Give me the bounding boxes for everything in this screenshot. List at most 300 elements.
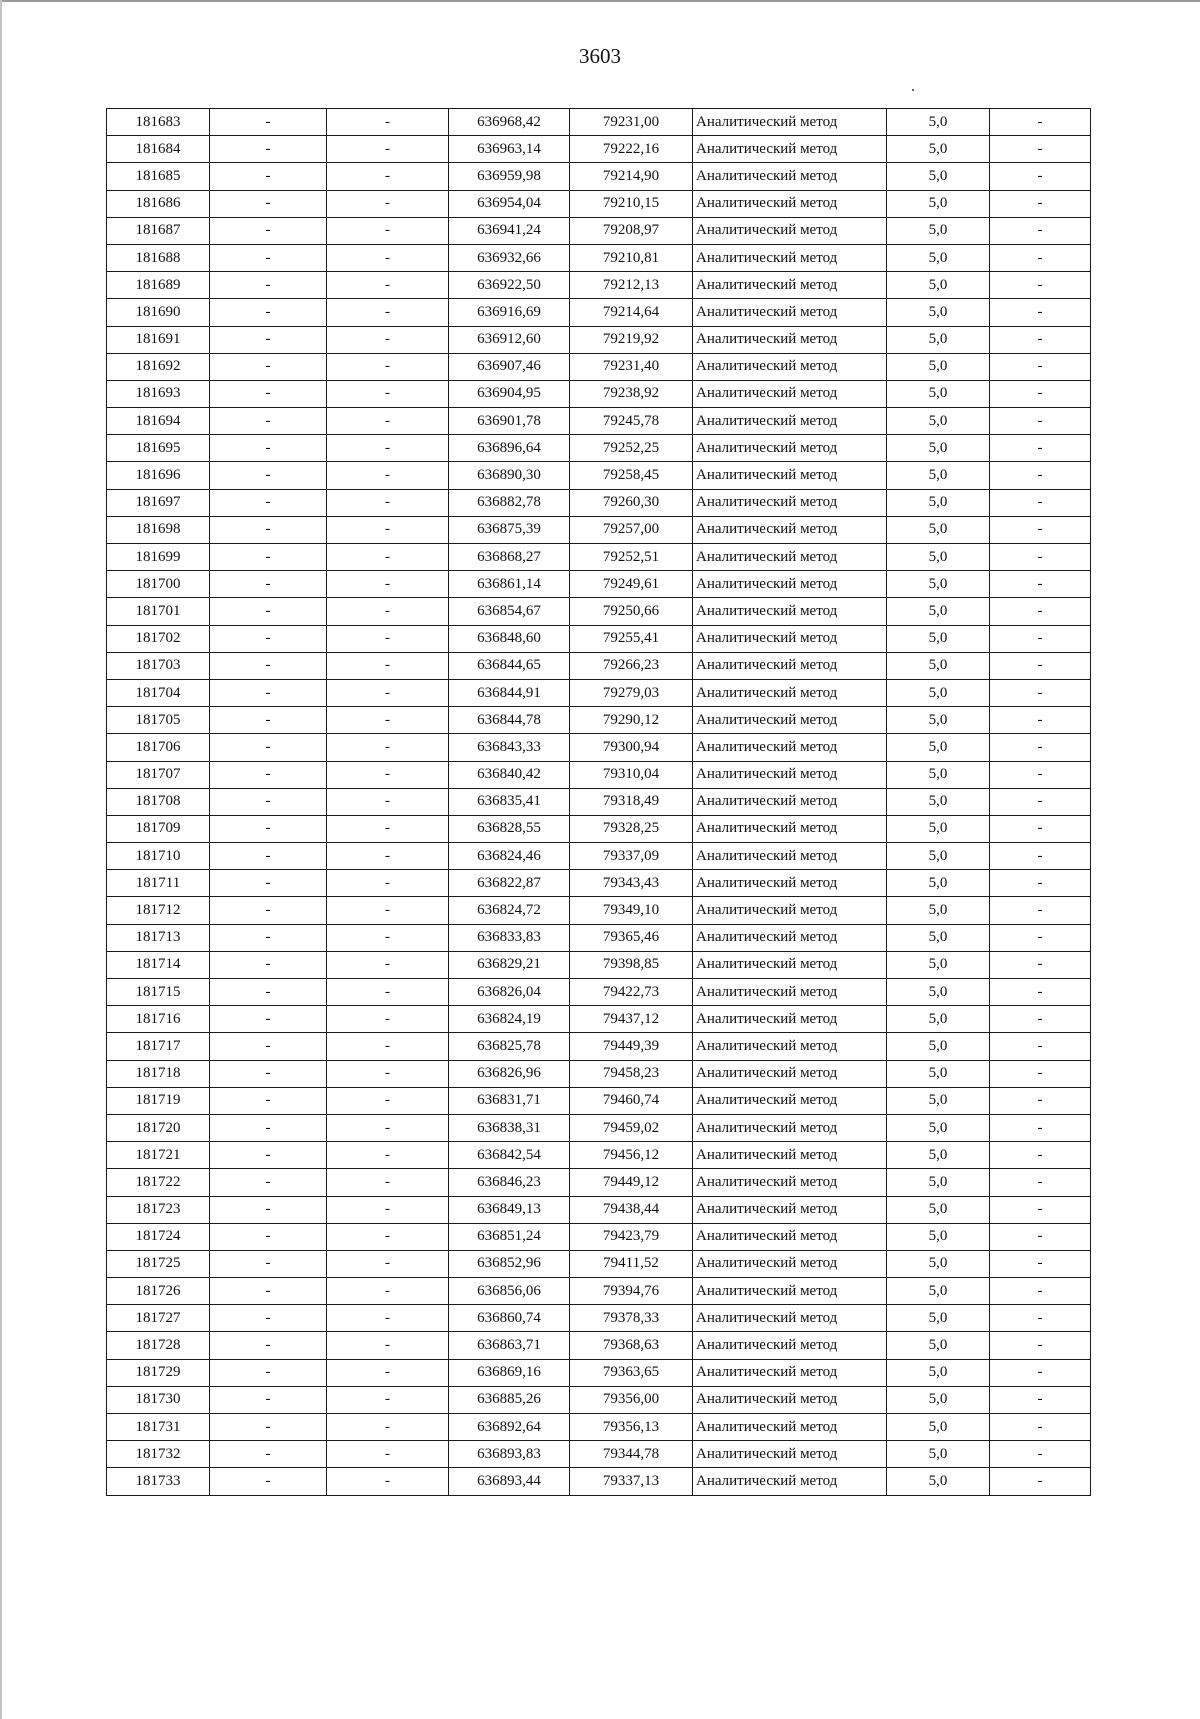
- point-number-cell: 181732: [107, 1441, 210, 1468]
- empty-cell-3: -: [990, 1332, 1091, 1359]
- empty-cell-2: -: [327, 272, 449, 299]
- x-coordinate-cell: 636882,78: [449, 489, 570, 516]
- empty-cell-3: -: [990, 1441, 1091, 1468]
- empty-cell-2: -: [327, 1033, 449, 1060]
- point-number-cell: 181706: [107, 734, 210, 761]
- accuracy-cell: 5,0: [887, 1142, 990, 1169]
- point-number-cell: 181687: [107, 217, 210, 244]
- table-row: [107, 544, 1091, 571]
- method-cell: Аналитический метод: [693, 625, 887, 652]
- y-coordinate-cell: 79258,45: [570, 462, 693, 489]
- point-number-cell: 181705: [107, 707, 210, 734]
- empty-cell-1: -: [210, 1250, 327, 1277]
- x-coordinate-cell: 636833,83: [449, 924, 570, 951]
- y-coordinate-cell: 79438,44: [570, 1196, 693, 1223]
- empty-cell-2: -: [327, 652, 449, 679]
- table-row: [107, 979, 1091, 1006]
- empty-cell-2: -: [327, 625, 449, 652]
- table-row: [107, 1169, 1091, 1196]
- x-coordinate-cell: 636901,78: [449, 408, 570, 435]
- method-cell: Аналитический метод: [693, 326, 887, 353]
- empty-cell-2: -: [327, 353, 449, 380]
- y-coordinate-cell: 79245,78: [570, 408, 693, 435]
- empty-cell-3: -: [990, 326, 1091, 353]
- y-coordinate-cell: 79422,73: [570, 979, 693, 1006]
- x-coordinate-cell: 636959,98: [449, 163, 570, 190]
- empty-cell-1: -: [210, 761, 327, 788]
- x-coordinate-cell: 636907,46: [449, 353, 570, 380]
- point-number-cell: 181699: [107, 544, 210, 571]
- x-coordinate-cell: 636843,33: [449, 734, 570, 761]
- table-row: [107, 244, 1091, 271]
- method-cell: Аналитический метод: [693, 598, 887, 625]
- y-coordinate-cell: 79349,10: [570, 897, 693, 924]
- accuracy-cell: 5,0: [887, 788, 990, 815]
- method-cell: Аналитический метод: [693, 652, 887, 679]
- point-number-cell: 181691: [107, 326, 210, 353]
- table-row: [107, 870, 1091, 897]
- x-coordinate-cell: 636861,14: [449, 571, 570, 598]
- empty-cell-1: -: [210, 516, 327, 543]
- y-coordinate-cell: 79300,94: [570, 734, 693, 761]
- empty-cell-3: -: [990, 1033, 1091, 1060]
- point-number-cell: 181690: [107, 299, 210, 326]
- y-coordinate-cell: 79260,30: [570, 489, 693, 516]
- empty-cell-2: -: [327, 1169, 449, 1196]
- accuracy-cell: 5,0: [887, 951, 990, 978]
- table-row: [107, 1060, 1091, 1087]
- empty-cell-1: -: [210, 1441, 327, 1468]
- empty-cell-2: -: [327, 924, 449, 951]
- table-row: [107, 516, 1091, 543]
- x-coordinate-cell: 636838,31: [449, 1114, 570, 1141]
- empty-cell-2: -: [327, 951, 449, 978]
- point-number-cell: 181712: [107, 897, 210, 924]
- empty-cell-1: -: [210, 1060, 327, 1087]
- empty-cell-1: -: [210, 1169, 327, 1196]
- point-number-cell: 181684: [107, 136, 210, 163]
- empty-cell-2: -: [327, 734, 449, 761]
- accuracy-cell: 5,0: [887, 1386, 990, 1413]
- method-cell: Аналитический метод: [693, 1305, 887, 1332]
- accuracy-cell: 5,0: [887, 1414, 990, 1441]
- empty-cell-3: -: [990, 1087, 1091, 1114]
- accuracy-cell: 5,0: [887, 761, 990, 788]
- y-coordinate-cell: 79423,79: [570, 1223, 693, 1250]
- y-coordinate-cell: 79318,49: [570, 788, 693, 815]
- table-row: [107, 707, 1091, 734]
- method-cell: Аналитический метод: [693, 1006, 887, 1033]
- accuracy-cell: 5,0: [887, 870, 990, 897]
- point-number-cell: 181703: [107, 652, 210, 679]
- empty-cell-1: -: [210, 163, 327, 190]
- accuracy-cell: 5,0: [887, 353, 990, 380]
- empty-cell-3: -: [990, 951, 1091, 978]
- method-cell: Аналитический метод: [693, 1386, 887, 1413]
- empty-cell-1: -: [210, 326, 327, 353]
- x-coordinate-cell: 636860,74: [449, 1305, 570, 1332]
- accuracy-cell: 5,0: [887, 217, 990, 244]
- point-number-cell: 181701: [107, 598, 210, 625]
- method-cell: Аналитический метод: [693, 1441, 887, 1468]
- x-coordinate-cell: 636868,27: [449, 544, 570, 571]
- point-number-cell: 181724: [107, 1223, 210, 1250]
- empty-cell-1: -: [210, 1087, 327, 1114]
- empty-cell-1: -: [210, 734, 327, 761]
- point-number-cell: 181709: [107, 815, 210, 842]
- empty-cell-3: -: [990, 380, 1091, 407]
- empty-cell-3: -: [990, 1468, 1091, 1495]
- empty-cell-1: -: [210, 1142, 327, 1169]
- empty-cell-1: -: [210, 571, 327, 598]
- accuracy-cell: 5,0: [887, 109, 990, 136]
- page-number: 3603: [579, 44, 621, 68]
- empty-cell-2: -: [327, 109, 449, 136]
- y-coordinate-cell: 79212,13: [570, 272, 693, 299]
- empty-cell-1: -: [210, 843, 327, 870]
- empty-cell-2: -: [327, 598, 449, 625]
- empty-cell-3: -: [990, 190, 1091, 217]
- method-cell: Аналитический метод: [693, 380, 887, 407]
- empty-cell-1: -: [210, 544, 327, 571]
- table-row: [107, 1386, 1091, 1413]
- table-row: [107, 1305, 1091, 1332]
- method-cell: Аналитический метод: [693, 1414, 887, 1441]
- point-number-cell: 181693: [107, 380, 210, 407]
- accuracy-cell: 5,0: [887, 380, 990, 407]
- point-number-cell: 181731: [107, 1414, 210, 1441]
- empty-cell-2: -: [327, 707, 449, 734]
- x-coordinate-cell: 636892,64: [449, 1414, 570, 1441]
- x-coordinate-cell: 636844,78: [449, 707, 570, 734]
- empty-cell-1: -: [210, 435, 327, 462]
- y-coordinate-cell: 79343,43: [570, 870, 693, 897]
- x-coordinate-cell: 636893,44: [449, 1468, 570, 1495]
- table-row: [107, 897, 1091, 924]
- empty-cell-2: -: [327, 1441, 449, 1468]
- y-coordinate-cell: 79458,23: [570, 1060, 693, 1087]
- y-coordinate-cell: 79328,25: [570, 815, 693, 842]
- point-number-cell: 181717: [107, 1033, 210, 1060]
- y-coordinate-cell: 79250,66: [570, 598, 693, 625]
- empty-cell-1: -: [210, 679, 327, 706]
- empty-cell-3: -: [990, 544, 1091, 571]
- y-coordinate-cell: 79411,52: [570, 1250, 693, 1277]
- empty-cell-1: -: [210, 815, 327, 842]
- y-coordinate-cell: 79257,00: [570, 516, 693, 543]
- table-row: [107, 326, 1091, 353]
- empty-cell-3: -: [990, 979, 1091, 1006]
- empty-cell-1: -: [210, 1223, 327, 1250]
- point-number-cell: 181716: [107, 1006, 210, 1033]
- x-coordinate-cell: 636890,30: [449, 462, 570, 489]
- point-number-cell: 181694: [107, 408, 210, 435]
- x-coordinate-cell: 636849,13: [449, 1196, 570, 1223]
- method-cell: Аналитический метод: [693, 489, 887, 516]
- empty-cell-3: -: [990, 1250, 1091, 1277]
- empty-cell-1: -: [210, 652, 327, 679]
- point-number-cell: 181708: [107, 788, 210, 815]
- empty-cell-2: -: [327, 1087, 449, 1114]
- method-cell: Аналитический метод: [693, 679, 887, 706]
- x-coordinate-cell: 636885,26: [449, 1386, 570, 1413]
- empty-cell-2: -: [327, 1278, 449, 1305]
- table-row: [107, 788, 1091, 815]
- y-coordinate-cell: 79460,74: [570, 1087, 693, 1114]
- empty-cell-3: -: [990, 1305, 1091, 1332]
- method-cell: Аналитический метод: [693, 815, 887, 842]
- x-coordinate-cell: 636824,19: [449, 1006, 570, 1033]
- method-cell: Аналитический метод: [693, 979, 887, 1006]
- empty-cell-3: -: [990, 109, 1091, 136]
- point-number-cell: 181725: [107, 1250, 210, 1277]
- table-row: [107, 1250, 1091, 1277]
- x-coordinate-cell: 636846,23: [449, 1169, 570, 1196]
- accuracy-cell: 5,0: [887, 1196, 990, 1223]
- scan-top-edge: [0, 0, 1200, 2]
- empty-cell-3: -: [990, 843, 1091, 870]
- accuracy-cell: 5,0: [887, 598, 990, 625]
- method-cell: Аналитический метод: [693, 924, 887, 951]
- empty-cell-1: -: [210, 1196, 327, 1223]
- empty-cell-3: -: [990, 1359, 1091, 1386]
- method-cell: Аналитический метод: [693, 190, 887, 217]
- point-number-cell: 181685: [107, 163, 210, 190]
- y-coordinate-cell: 79214,90: [570, 163, 693, 190]
- y-coordinate-cell: 79252,51: [570, 544, 693, 571]
- method-cell: Аналитический метод: [693, 788, 887, 815]
- table-row: [107, 353, 1091, 380]
- accuracy-cell: 5,0: [887, 679, 990, 706]
- y-coordinate-cell: 79365,46: [570, 924, 693, 951]
- empty-cell-3: -: [990, 1114, 1091, 1141]
- empty-cell-1: -: [210, 109, 327, 136]
- empty-cell-1: -: [210, 353, 327, 380]
- empty-cell-2: -: [327, 815, 449, 842]
- accuracy-cell: 5,0: [887, 1359, 990, 1386]
- x-coordinate-cell: 636829,21: [449, 951, 570, 978]
- x-coordinate-cell: 636824,46: [449, 843, 570, 870]
- y-coordinate-cell: 79456,12: [570, 1142, 693, 1169]
- table-body: [107, 109, 1091, 1496]
- x-coordinate-cell: 636826,04: [449, 979, 570, 1006]
- scan-left-edge: [0, 0, 2, 1719]
- empty-cell-2: -: [327, 244, 449, 271]
- accuracy-cell: 5,0: [887, 544, 990, 571]
- method-cell: Аналитический метод: [693, 1142, 887, 1169]
- y-coordinate-cell: 79279,03: [570, 679, 693, 706]
- empty-cell-1: -: [210, 1033, 327, 1060]
- x-coordinate-cell: 636835,41: [449, 788, 570, 815]
- point-number-cell: 181711: [107, 870, 210, 897]
- method-cell: Аналитический метод: [693, 109, 887, 136]
- x-coordinate-cell: 636822,87: [449, 870, 570, 897]
- point-number-cell: 181719: [107, 1087, 210, 1114]
- y-coordinate-cell: 79356,00: [570, 1386, 693, 1413]
- empty-cell-1: -: [210, 190, 327, 217]
- method-cell: Аналитический метод: [693, 951, 887, 978]
- empty-cell-3: -: [990, 625, 1091, 652]
- y-coordinate-cell: 79266,23: [570, 652, 693, 679]
- empty-cell-3: -: [990, 1223, 1091, 1250]
- empty-cell-3: -: [990, 435, 1091, 462]
- method-cell: Аналитический метод: [693, 843, 887, 870]
- empty-cell-1: -: [210, 897, 327, 924]
- empty-cell-2: -: [327, 1114, 449, 1141]
- empty-cell-3: -: [990, 897, 1091, 924]
- table-row: [107, 462, 1091, 489]
- x-coordinate-cell: 636826,96: [449, 1060, 570, 1087]
- table-row: [107, 380, 1091, 407]
- accuracy-cell: 5,0: [887, 843, 990, 870]
- empty-cell-2: -: [327, 870, 449, 897]
- accuracy-cell: 5,0: [887, 1114, 990, 1141]
- x-coordinate-cell: 636912,60: [449, 326, 570, 353]
- x-coordinate-cell: 636904,95: [449, 380, 570, 407]
- x-coordinate-cell: 636893,83: [449, 1441, 570, 1468]
- accuracy-cell: 5,0: [887, 163, 990, 190]
- accuracy-cell: 5,0: [887, 1468, 990, 1495]
- empty-cell-3: -: [990, 761, 1091, 788]
- empty-cell-2: -: [327, 489, 449, 516]
- empty-cell-2: -: [327, 1142, 449, 1169]
- accuracy-cell: 5,0: [887, 516, 990, 543]
- table-row: [107, 1142, 1091, 1169]
- table-row: [107, 1332, 1091, 1359]
- point-number-cell: 181720: [107, 1114, 210, 1141]
- table-row: [107, 1114, 1091, 1141]
- empty-cell-3: -: [990, 870, 1091, 897]
- x-coordinate-cell: 636856,06: [449, 1278, 570, 1305]
- empty-cell-1: -: [210, 625, 327, 652]
- empty-cell-1: -: [210, 1468, 327, 1495]
- point-number-cell: 181689: [107, 272, 210, 299]
- empty-cell-3: -: [990, 1169, 1091, 1196]
- empty-cell-2: -: [327, 163, 449, 190]
- empty-cell-2: -: [327, 1250, 449, 1277]
- empty-cell-3: -: [990, 707, 1091, 734]
- y-coordinate-cell: 79449,39: [570, 1033, 693, 1060]
- empty-cell-2: -: [327, 1223, 449, 1250]
- empty-cell-2: -: [327, 1332, 449, 1359]
- accuracy-cell: 5,0: [887, 244, 990, 271]
- method-cell: Аналитический метод: [693, 1087, 887, 1114]
- accuracy-cell: 5,0: [887, 707, 990, 734]
- empty-cell-2: -: [327, 190, 449, 217]
- empty-cell-2: -: [327, 1060, 449, 1087]
- x-coordinate-cell: 636954,04: [449, 190, 570, 217]
- y-coordinate-cell: 79459,02: [570, 1114, 693, 1141]
- empty-cell-2: -: [327, 1006, 449, 1033]
- point-number-cell: 181733: [107, 1468, 210, 1495]
- table-row: [107, 1223, 1091, 1250]
- accuracy-cell: 5,0: [887, 1006, 990, 1033]
- empty-cell-2: -: [327, 408, 449, 435]
- point-number-cell: 181707: [107, 761, 210, 788]
- empty-cell-1: -: [210, 951, 327, 978]
- accuracy-cell: 5,0: [887, 1250, 990, 1277]
- empty-cell-3: -: [990, 571, 1091, 598]
- table-row: [107, 625, 1091, 652]
- accuracy-cell: 5,0: [887, 489, 990, 516]
- empty-cell-3: -: [990, 1060, 1091, 1087]
- method-cell: Аналитический метод: [693, 1033, 887, 1060]
- table-row: [107, 815, 1091, 842]
- empty-cell-1: -: [210, 1278, 327, 1305]
- point-number-cell: 181729: [107, 1359, 210, 1386]
- method-cell: Аналитический метод: [693, 516, 887, 543]
- empty-cell-2: -: [327, 1386, 449, 1413]
- y-coordinate-cell: 79231,00: [570, 109, 693, 136]
- empty-cell-2: -: [327, 788, 449, 815]
- point-number-cell: 181728: [107, 1332, 210, 1359]
- accuracy-cell: 5,0: [887, 1441, 990, 1468]
- empty-cell-3: -: [990, 734, 1091, 761]
- accuracy-cell: 5,0: [887, 462, 990, 489]
- table-row: [107, 1468, 1091, 1495]
- x-coordinate-cell: 636831,71: [449, 1087, 570, 1114]
- y-coordinate-cell: 79252,25: [570, 435, 693, 462]
- method-cell: Аналитический метод: [693, 1250, 887, 1277]
- accuracy-cell: 5,0: [887, 190, 990, 217]
- accuracy-cell: 5,0: [887, 435, 990, 462]
- empty-cell-2: -: [327, 516, 449, 543]
- accuracy-cell: 5,0: [887, 1087, 990, 1114]
- accuracy-cell: 5,0: [887, 815, 990, 842]
- scan-speck: [912, 89, 914, 91]
- x-coordinate-cell: 636875,39: [449, 516, 570, 543]
- x-coordinate-cell: 636825,78: [449, 1033, 570, 1060]
- point-number-cell: 181697: [107, 489, 210, 516]
- y-coordinate-cell: 79398,85: [570, 951, 693, 978]
- x-coordinate-cell: 636922,50: [449, 272, 570, 299]
- y-coordinate-cell: 79378,33: [570, 1305, 693, 1332]
- coordinates-table: [106, 108, 1091, 1496]
- empty-cell-1: -: [210, 1386, 327, 1413]
- point-number-cell: 181718: [107, 1060, 210, 1087]
- empty-cell-3: -: [990, 299, 1091, 326]
- point-number-cell: 181730: [107, 1386, 210, 1413]
- x-coordinate-cell: 636824,72: [449, 897, 570, 924]
- method-cell: Аналитический метод: [693, 1332, 887, 1359]
- empty-cell-2: -: [327, 299, 449, 326]
- table-row: [107, 734, 1091, 761]
- table-row: [107, 217, 1091, 244]
- empty-cell-1: -: [210, 1332, 327, 1359]
- table-row: [107, 190, 1091, 217]
- empty-cell-3: -: [990, 217, 1091, 244]
- accuracy-cell: 5,0: [887, 1060, 990, 1087]
- empty-cell-2: -: [327, 1305, 449, 1332]
- empty-cell-2: -: [327, 462, 449, 489]
- table-row: [107, 761, 1091, 788]
- empty-cell-3: -: [990, 1142, 1091, 1169]
- y-coordinate-cell: 79208,97: [570, 217, 693, 244]
- x-coordinate-cell: 636863,71: [449, 1332, 570, 1359]
- y-coordinate-cell: 79214,64: [570, 299, 693, 326]
- method-cell: Аналитический метод: [693, 408, 887, 435]
- empty-cell-1: -: [210, 272, 327, 299]
- empty-cell-1: -: [210, 1414, 327, 1441]
- method-cell: Аналитический метод: [693, 1114, 887, 1141]
- empty-cell-3: -: [990, 788, 1091, 815]
- empty-cell-2: -: [327, 435, 449, 462]
- empty-cell-1: -: [210, 598, 327, 625]
- point-number-cell: 181683: [107, 109, 210, 136]
- y-coordinate-cell: 79249,61: [570, 571, 693, 598]
- method-cell: Аналитический метод: [693, 272, 887, 299]
- empty-cell-1: -: [210, 244, 327, 271]
